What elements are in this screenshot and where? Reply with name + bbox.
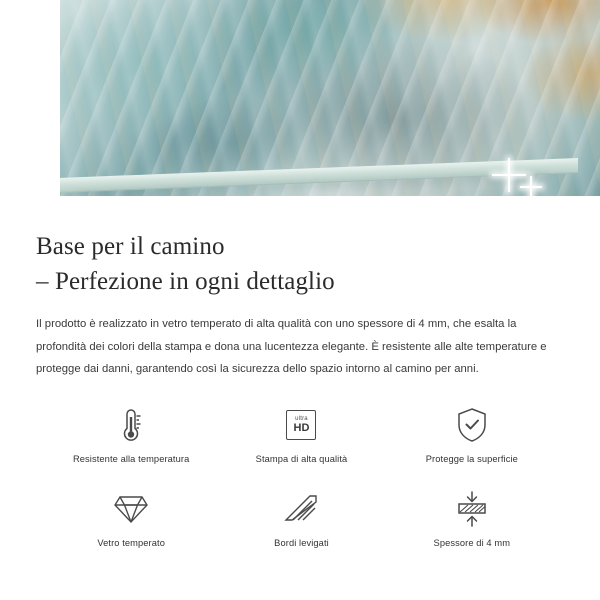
thickness-4mm-icon — [453, 487, 491, 531]
feature-item — [46, 403, 216, 487]
feature-label: Spessore di 4 mm — [433, 537, 511, 548]
page-title — [36, 230, 567, 299]
ultra-hd-icon — [286, 403, 316, 447]
thermometer-icon — [114, 403, 148, 447]
hero-left-mask — [0, 0, 60, 212]
feature-label: Stampa di alta qualità — [255, 453, 348, 464]
feature-label: Protegge la superficie — [425, 453, 518, 464]
feature-label: Resistente alla temperatura — [72, 453, 190, 464]
hero-image — [0, 0, 600, 212]
feature-item — [46, 487, 216, 571]
feature-grid — [36, 403, 567, 571]
content-block — [0, 212, 600, 571]
headline-line-2: – Perfezione in ogni dettaglio — [36, 267, 335, 295]
polished-edges-icon — [282, 487, 320, 531]
feature-label: Bordi levigati — [274, 537, 329, 548]
shield-check-icon — [454, 403, 490, 447]
hero-bottom-mask — [0, 196, 600, 212]
description-paragraph: Il prodotto è realizzato in vetro temperato di alta qualità con uno spessore di 4 mm, che esalta la profondità dei colori della stampa e dona una lucentezza elegante. È resistente alle alte temperature e protegge dai danni, garantendo così la sicurezza dello spazio intorno al camino per anni. — [36, 318, 547, 376]
feature-item — [216, 403, 386, 487]
diamond-icon — [112, 487, 150, 531]
feature-item — [216, 487, 386, 571]
ultra-hd-badge-bottom: HD — [293, 421, 310, 434]
headline-line-1: Base per il camino — [36, 233, 225, 260]
feature-label: Vetro temperato — [97, 537, 165, 548]
feature-item — [387, 403, 557, 487]
feature-item — [387, 487, 557, 571]
ultra-hd-badge-top: ultra — [295, 415, 308, 422]
